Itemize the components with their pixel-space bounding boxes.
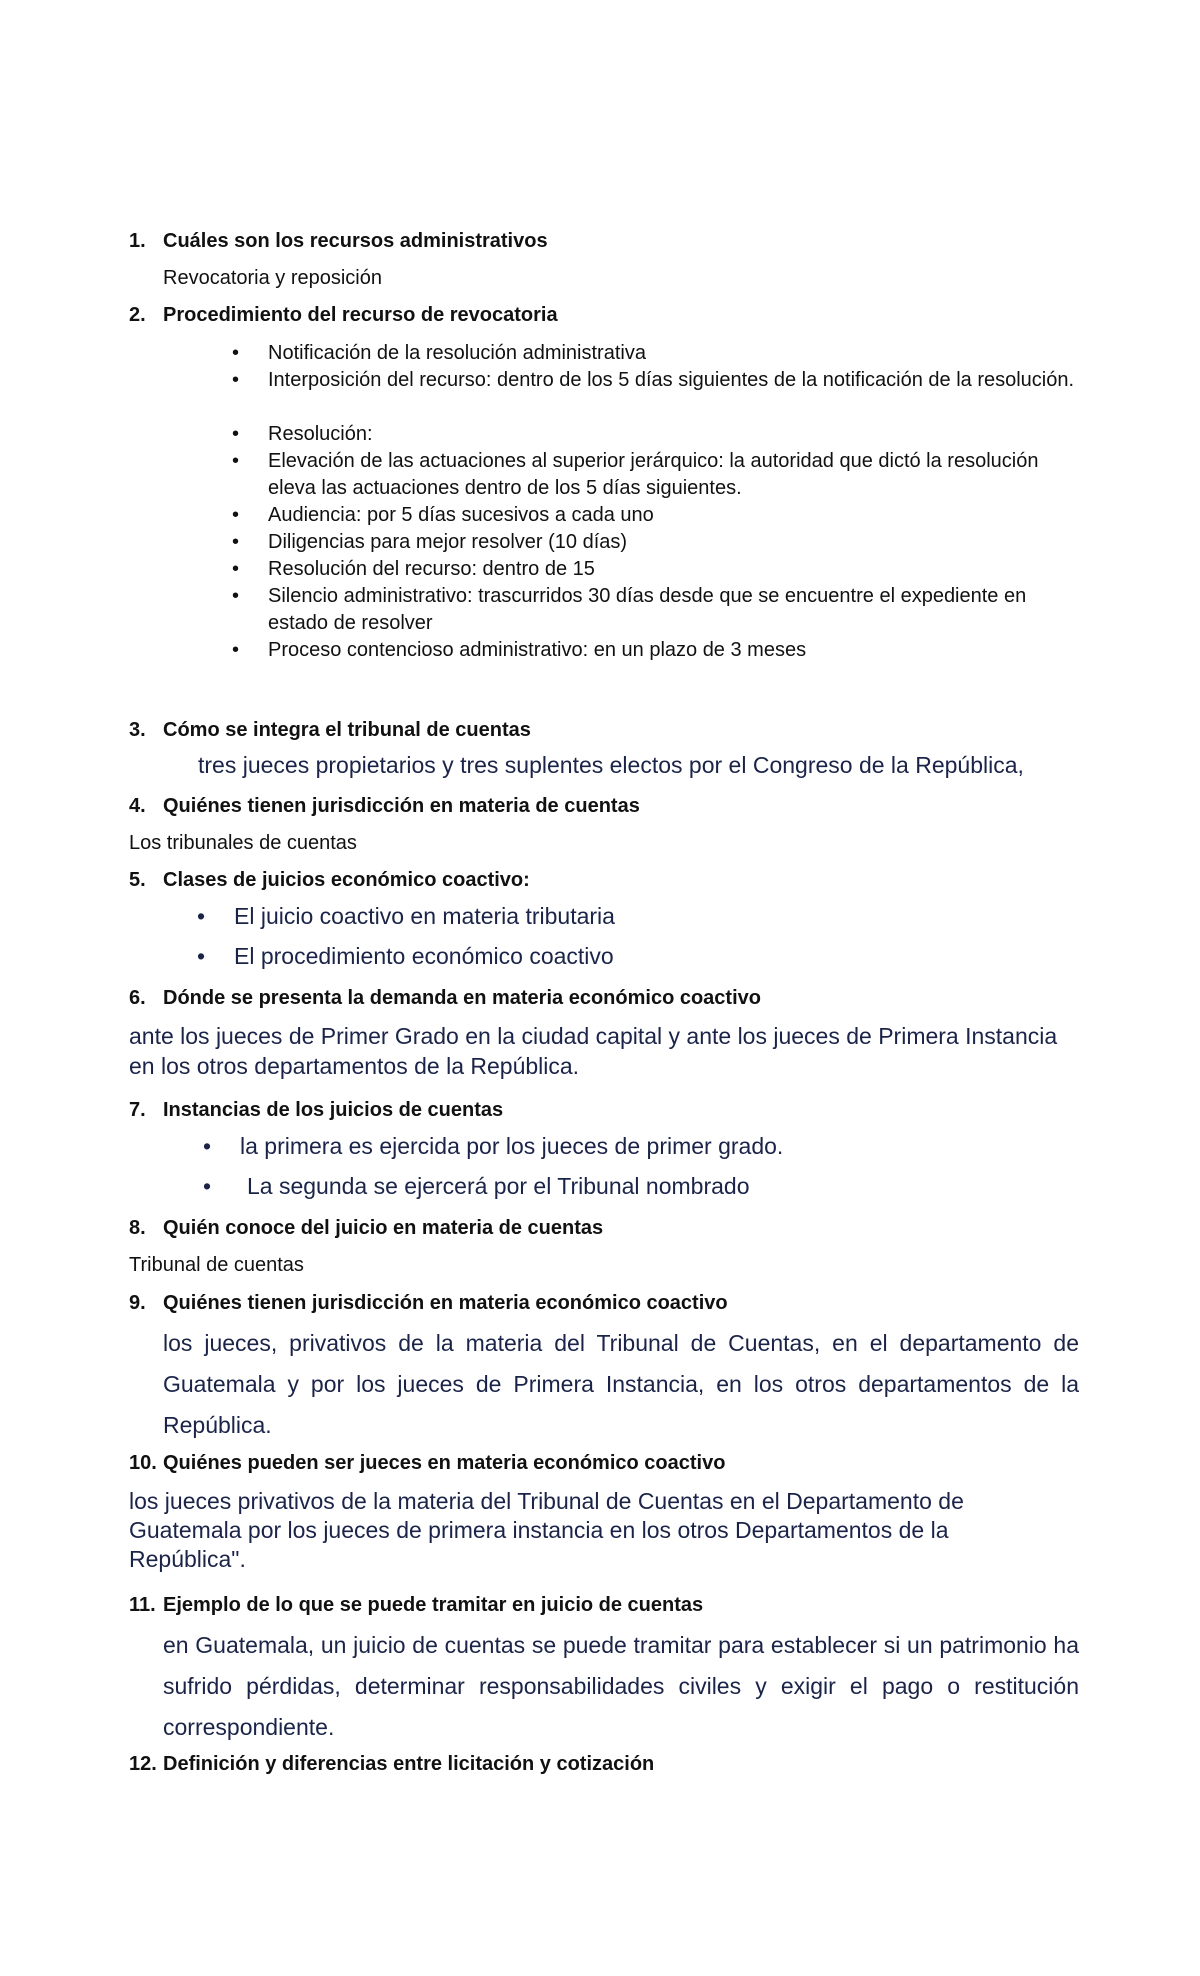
list-item — [232, 502, 1092, 529]
question-text: Quiénes tienen jurisdicción en materia económico coactivo — [163, 1292, 728, 1314]
list-item-text: Interposición del recurso: dentro de los 5 días siguientes de la notificación de la resolución. — [268, 369, 1075, 391]
list-item — [232, 340, 1092, 367]
bullet-icon: • — [232, 342, 240, 364]
bullet-icon: • — [197, 903, 206, 929]
list-item-text: Notificación de la resolución administrativa — [268, 342, 646, 364]
question-number: 12. — [129, 1753, 157, 1775]
question-text: Quiénes tienen jurisdicción en materia de cuentas — [163, 795, 640, 817]
question-text: Instancias de los juicios de cuentas — [163, 1099, 504, 1121]
answer-4: Los tribunales de cuentas — [129, 832, 357, 854]
list-item-text: Resolución del recurso: dentro de 15 — [268, 558, 595, 580]
list-item — [232, 367, 1092, 421]
bullet-icon: • — [232, 558, 240, 580]
question-text: Cuáles son los recursos administrativos — [163, 230, 548, 252]
answer-10: los jueces privativos de la materia del Tribunal de Cuentas en el Departamento de Guatemala por los jueces de primera instancia en los otros Departamentos de la República". — [129, 1488, 964, 1572]
list-item — [197, 943, 897, 973]
question-number: 4. — [129, 795, 146, 817]
answer-8: Tribunal de cuentas — [129, 1254, 304, 1276]
question-text: Quiénes pueden ser jueces en materia económico coactivo — [163, 1452, 726, 1474]
list-item — [232, 421, 1092, 448]
answer-3: tres jueces propietarios y tres suplentes electos por el Congreso de la República, — [198, 752, 1024, 778]
question-number: 6. — [129, 987, 146, 1009]
answer-1: Revocatoria y reposición — [163, 267, 382, 289]
bullet-icon: • — [232, 423, 240, 445]
question-number: 10. — [129, 1452, 157, 1474]
question-number: 5. — [129, 869, 146, 891]
bullet-icon: • — [232, 585, 240, 607]
list-item — [232, 583, 1092, 637]
list-item-text: La segunda se ejercerá por el Tribunal nombrado — [247, 1173, 750, 1199]
bullet-icon: • — [232, 369, 240, 391]
question-number: 2. — [129, 304, 146, 326]
question-text: Dónde se presenta la demanda en materia económico coactivo — [163, 987, 761, 1009]
bullet-icon: • — [197, 943, 206, 969]
question-text: Procedimiento del recurso de revocatoria — [163, 304, 558, 326]
answer-11: en Guatemala, un juicio de cuentas se puede tramitar para establecer si un patrimonio ha sufrido pérdidas, determinar responsabilidades civiles y exigir el pago o restitución correspondiente. — [163, 1632, 1079, 1740]
question-number: 3. — [129, 719, 146, 741]
question-text: Definición y diferencias entre licitación y cotización — [163, 1753, 655, 1775]
list-item-text: Silencio administrativo: trascurridos 30 días desde que se encuentre el expediente en estado de resolver — [268, 585, 1027, 634]
list-item — [197, 903, 897, 933]
list-item — [232, 637, 1092, 664]
list-item-text: Proceso contencioso administrativo: en un plazo de 3 meses — [268, 639, 807, 661]
bullet-icon: • — [232, 504, 240, 526]
bullet-icon: • — [203, 1173, 212, 1199]
bullet-icon: • — [232, 450, 240, 472]
question-number: 11. — [129, 1594, 156, 1616]
question-text: Clases de juicios económico coactivo: — [163, 869, 530, 891]
question-text: Quién conoce del juicio en materia de cuentas — [163, 1217, 604, 1239]
list-item — [232, 556, 1092, 583]
bullet-icon: • — [203, 1133, 212, 1159]
list-item-text: la primera es ejercida por los jueces de primer grado. — [240, 1133, 784, 1159]
list-item-text: Diligencias para mejor resolver (10 días) — [268, 531, 628, 553]
list-item-text: El juicio coactivo en materia tributaria — [234, 903, 615, 929]
list-item — [203, 1133, 903, 1163]
list-item — [232, 529, 1092, 556]
list-item-text: Resolución: — [268, 423, 373, 445]
answer-6: ante los jueces de Primer Grado en la ciudad capital y ante los jueces de Primera Instancia en los otros departamentos de la República. — [129, 1023, 1058, 1079]
answer-9: los jueces, privativos de la materia del Tribunal de Cuentas, en el departamento de Guatemala y por los jueces de Primera Instancia, en los otros departamentos de la República. — [163, 1330, 1079, 1438]
bullet-icon: • — [232, 639, 240, 661]
list-item-text: El procedimiento económico coactivo — [234, 943, 614, 969]
question-number: 9. — [129, 1292, 146, 1314]
question-number: 1. — [129, 230, 146, 252]
question-number: 7. — [129, 1099, 146, 1121]
list-item-text: Elevación de las actuaciones al superior jerárquico: la autoridad que dictó la resolución eleva las actuaciones dentro de los 5 días siguientes. — [268, 450, 1039, 499]
bullet-icon: • — [232, 531, 240, 553]
list-item — [232, 448, 1092, 502]
question-text: Cómo se integra el tribunal de cuentas — [163, 719, 531, 741]
question-text: Ejemplo de lo que se puede tramitar en juicio de cuentas — [163, 1594, 704, 1616]
question-number: 8. — [129, 1217, 146, 1239]
list-item — [203, 1173, 903, 1203]
list-item-text: Audiencia: por 5 días sucesivos a cada uno — [268, 504, 654, 526]
